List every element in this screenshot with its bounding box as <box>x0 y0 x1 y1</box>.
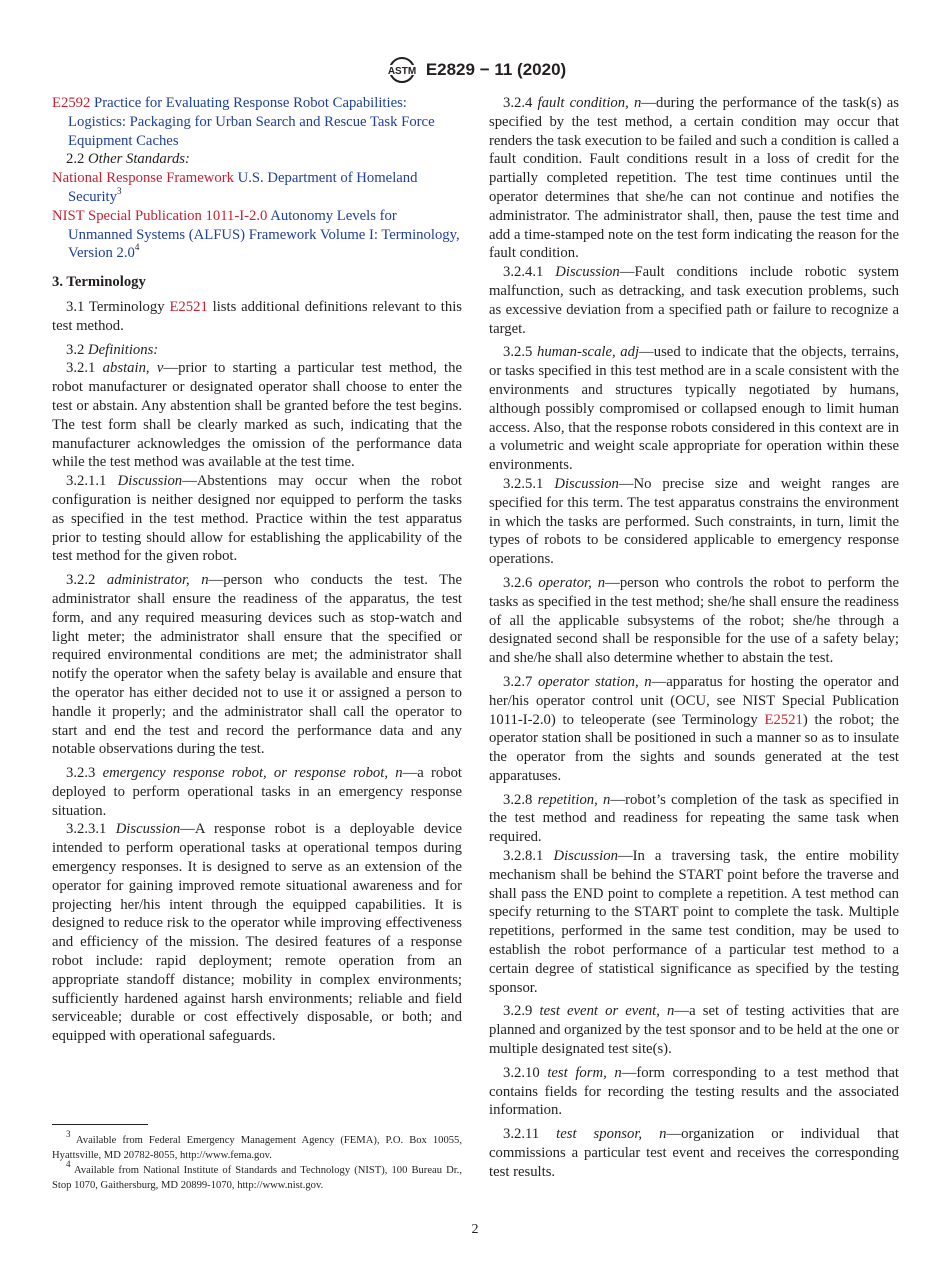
footnote-mark: 3 <box>66 1129 71 1140</box>
para-3-2-7: 3.2.7 operator station, n—apparatus for hosting the operator and her/his operator control unit (OCU, see NIST Special Publication 1011-I-2.0) to teleoperate (see Terminology E2521) the robot; the operator station shall be positioned in such a manner so as to insulate the operator from the sights and sounds generated at the test apparatuses. <box>489 673 899 784</box>
footnote-4: $^4$ Available from National Institute of Standards and Technology (NIST), 100 Bureau Dr., Stop 1070, Gaithersburg, MD 20899-1070, http://www.nist.gov. <box>52 1159 462 1191</box>
para-3-2-2: 3.2.2 administrator, n—person who conducts the test. The administrator shall ensure the readiness of the apparatus, the test form, and any required measuring devices such as stop-watch and light meter; the administrator shall ensure that the specified or required environmental conditions are met; the administrator shall notify the operator when the safety belay is available and ensure that the operator has either decided not to use it or assigned a person to handle it properly; and the administrator shall call the operator to start and end the test and record the performance data and any notable observations during the test. <box>52 572 462 758</box>
para-3-2-8: 3.2.8 repetition, n—robot’s completion of the task as specified in the test method and readiness for repeating the same task when required. <box>489 791 899 846</box>
footnote-mark: 3 <box>116 186 122 197</box>
ref-nrf-org-link[interactable]: U.S. Department of Homeland Security <box>68 170 418 205</box>
ref-e2521-link[interactable]: E2521 <box>764 711 803 728</box>
reference-nrf <box>52 169 462 207</box>
ref-nist-link[interactable]: NIST Special Publication 1011-I-2.0 <box>52 207 268 224</box>
para-3-2-4-1: 3.2.4.1 Discussion—Fault conditions include robotic system malfunction, such as detracking, and task execution problems, such as excessive deviation from a specified path or failure to recognize a target. <box>489 264 899 337</box>
section-title: Other Standards: <box>88 151 190 168</box>
section-number: 2.2 <box>66 151 85 168</box>
footnote-3: $^3$ Available from Federal Emergency Management Agency (FEMA), P.O. Box 10055, Hyattsville, MD 20782-8055, http://www.fema.gov. <box>52 1129 462 1161</box>
standard-designation: E2829 − 11 (2020) <box>425 60 567 79</box>
para-3-2-1: 3.2.1 abstain, v—prior to starting a particular test method, the robot manufacturer or designated operator shall choose to enter the test or abstain. Any abstention shall be granted before the test begins. The test form shall be clearly marked as such, indicating that the manufacturer acknowledges the omission of the performance data while the test method was available at the test time. <box>52 360 462 471</box>
para-3-2-5: 3.2.5 human-scale, adj—used to indicate that the objects, terrains, or tasks specified in this test method are in a scale consistent with the environments and structures typically negotiated by humans, although possibly compromised or collapsed enough to limit human access. Also, that the response robots considered in this context are in a volumetric and weight scale appropriate for operation within these environments. <box>489 344 900 474</box>
footnote-mark: 4 <box>134 242 140 253</box>
ref-e2592-title-link[interactable]: Practice for Evaluating Response Robot Capabilities: Logistics: Packaging for Urban Search and Rescue Task Force Equipment Caches <box>68 95 435 149</box>
para-3-2-10: 3.2.10 test form, n—form corresponding to a test method that contains fields for recording the testing results and the associated information. <box>489 1064 899 1119</box>
para-3-1: 3.1 Terminology E2521 lists additional definitions relevant to this test method. <box>52 298 462 334</box>
section-3-heading: 3. Terminology <box>52 274 146 291</box>
para-3-2-9: 3.2.9 test event or event, n—a set of testing activities that are planned and organized by the test sponsor and to be held at the one or multiple designated test site(s). <box>489 1003 899 1058</box>
page-header <box>0 57 950 83</box>
astm-logo-text: ASTM <box>387 66 416 77</box>
para-3-2-1-1: 3.2.1.1 Discussion—Abstentions may occur when the robot configuration is neither designed nor equipped to perform the tasks as specified in the test method. Practice within the test apparatus prior to testing should allow for establishing the applicability of the test method for the given robot. <box>52 473 463 565</box>
para-3-2-5-1: 3.2.5.1 Discussion—No precise size and weight ranges are specified for this term. The test apparatus constrains the environment in which the tasks are performed. Such constraints, in turn, limit the types of robots to be considered applicable to emergency response operations. <box>489 475 899 568</box>
footnote-divider <box>52 1124 148 1125</box>
para-3-2-3: 3.2.3 emergency response robot, or response robot, n—a robot deployed to perform operational tasks in an emergency response situation. <box>52 765 462 819</box>
astm-logo-icon <box>384 57 420 83</box>
ref-e2592-code-link[interactable]: E2592 <box>52 95 91 111</box>
reference-e2592 <box>52 94 462 150</box>
para-3-2-6: 3.2.6 operator, n—person who controls the robot to perform the tasks as specified in the test method; she/he shall ensure the readiness of all the applicable subsystems of the robot; she/he through a designated second shall be responsible for the use of a safety belay; and she/he shall also determine whether to abstain the test. <box>489 574 900 667</box>
para-3-2: 3.2 Definitions: <box>66 341 159 358</box>
ref-nist-title-link[interactable]: Autonomy Levels for Unmanned Systems (ALFUS) Framework Volume I: Terminology, Version 2.0 <box>68 207 460 262</box>
reference-nist <box>52 207 462 263</box>
ref-e2521-link[interactable]: E2521 <box>169 298 208 315</box>
para-3-2-3-1: 3.2.3.1 Discussion—A response robot is a deployable device intended to perform operational tasks at operational tempos during emergency responses. It is designed to serve as an extension of the operator for gaining improved remote situational awareness and for projecting her/his intent through the equipped capabilities. It is designed to reduce risk to the operator while improving effectiveness and efficiency of the mission. The desired features of a response robot include: rapid deployment; remote operation from an appropriate standoff distance; mobility in complex environments; sufficiently hardened against harsh environments; reliable and field serviceable; durable or cost effectively disposable, or both; and equipped with operational safeguards. <box>52 821 462 1045</box>
para-3-2-4: 3.2.4 fault condition, n—during the performance of the task(s) as specified by the test method, a certain condition may occur that renders the task execution to be failed and such a condition is called a fault condition. Fault conditions result in a loss of credit for the partially completed repetition. The test time continues until the operator determines that she/he can not continue and notifies the administrator. The administrator shall, then, pause the test time and add a time-stamped note on the test form indicating the reason for the fault condition. <box>489 95 899 262</box>
para-3-2-11: 3.2.11 test sponsor, n—organization or individual that commissions a particular test event and receives the corresponding test results. <box>489 1126 900 1180</box>
para-3-2-8-1: 3.2.8.1 Discussion—In a traversing task, the entire mobility mechanism shall be behind the START point before the traverse and shall pass the END point to complete a repetition. A test method can specify returning to the START point to complete the task. Multiple repetitions, performed in the same test condition, may be used to establish the robot performance of a particular test method to a certain degree of statistical significance as specified by the testing sponsor. <box>489 848 899 996</box>
right-column <box>489 94 899 1182</box>
page-number: 2 <box>471 1222 479 1237</box>
ref-nrf-link[interactable]: National Response Framework <box>52 170 234 187</box>
footnote-mark: 4 <box>66 1159 71 1170</box>
left-column <box>52 94 462 1046</box>
section-2-2 <box>52 150 462 169</box>
